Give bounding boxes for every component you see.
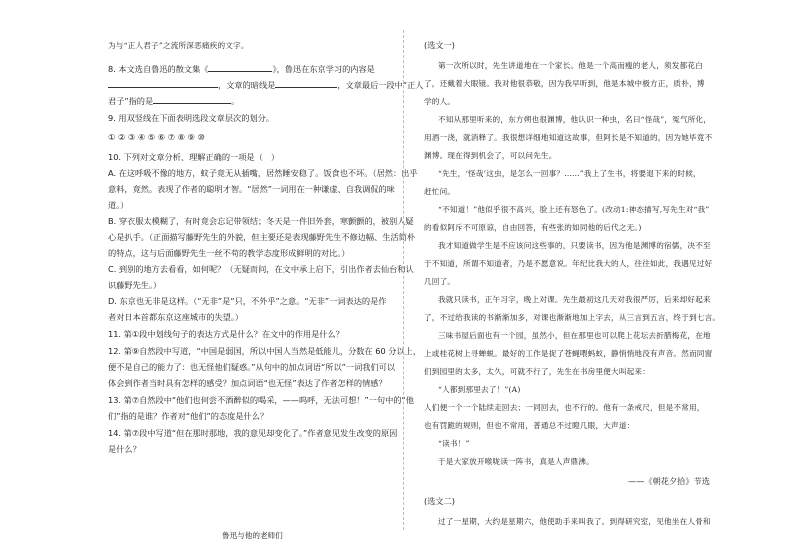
option-a-line-3: 道。） (108, 200, 129, 210)
question-9: 9. 用双竖线在下面表明选段文章层次的划分。 (108, 113, 274, 123)
q8-text-4: ，文章最后一段中“正人 (337, 80, 424, 90)
passage-line: 三味书屋后面也有一个园，虽然小，但在那里也可以爬上花坛去折腊梅花，在地 (438, 331, 711, 340)
question-8-line-2 (108, 79, 423, 91)
passage-line: 了，不过给我读的书渐渐加多，对课也渐渐地加上字去，从三言到五言，终于到七言。 (424, 313, 721, 322)
selection-2-label: (选文二) (424, 496, 455, 506)
question-8-line-1 (108, 63, 375, 75)
passage-line: 用酒一浇，就消释了。我很想详细地知道这故事，但阿长是不知道的，因为她毕竟不 (424, 133, 713, 142)
passage-line: 们到园里的太多，太久，可就不行了，先生在书房里便大叫起来： (424, 367, 651, 376)
question-9-marks: ① ② ③ ④ ⑤ ⑥ ⑦ ⑧ ⑨ ⑩ (108, 132, 205, 142)
option-c-line-1: C. 到别的地方去看看，如何呢？（无疑而问，在文中承上启下，引出作者去仙台和认 (108, 264, 414, 274)
answer-blank-thread[interactable] (275, 79, 337, 88)
passage-line: 我就只读书，正午习字，晚上对课。先生最初这几天对我很严厉，后来却好起来 (438, 295, 711, 304)
question-11: 11. 第①段中划线句子的表达方式是什么？在文中的作用是什么？ (108, 329, 344, 339)
option-b-line-3: 的特点，这与后面藤野先生一丝不苟的教学态度形成鲜明的对比。） (108, 248, 350, 258)
passage-line: 于不知道，所谓不知道者，乃是不愿意说。年纪比我大的人，往往如此，我遇见过好 (424, 259, 713, 268)
passage-line: 过了一星期，大约是星期六，他使助手来叫我了。到得研究室，见他坐在人骨和 (438, 517, 711, 526)
option-a-line-2: 意料，竟然。表现了作者的聪明才智。“居然”一词用在一种谦虚、自我调侃的味 (108, 184, 395, 194)
option-a-line-1: A. 在这呼吸不像的地方，蚊子竟无从插嘴，居然睡安稳了。饭食也不坏。（居然：出乎 (108, 168, 418, 178)
option-d-line-1: D. 东京也无非是这样。（“无非”是“只，不外乎”之意。“无非”一词表达的是作 (108, 296, 387, 306)
passage-line: 的看似阿斥不可原谅，自由回答，有些张的如同他的后代之无。) (424, 223, 642, 232)
q8-text-2: 》，鲁迅在东京学习的内容是 (272, 64, 375, 74)
question-12-line-1: 12. 第⑨自然段中写道，“中国是弱国，所以中国人当然是低能儿，分数在 60 分以上， (108, 346, 422, 356)
question-8-line-3 (108, 95, 239, 107)
passage-title: 鲁迅与他的老师们 (222, 531, 283, 540)
question-10: 10. 下列对文章分析、理解正确的一项是（ ） (108, 152, 280, 162)
intro-tail: 为与“正人君子”之流所深恶痛疾的文字。 (108, 41, 249, 50)
option-b-line-2: 心是扒手。（正面描写藤野先生的外貌，但主要还是表现藤野先生不修边幅、生活简朴 (108, 232, 416, 242)
passage-line: “不知道！”他似乎很不高兴，脸上还有怒色了。(改动1:神态描写,写先生对“我” (438, 205, 710, 214)
option-b-line-1: B. 穿衣服太模糊了，有时竟会忘记带领结；冬天是一件旧外套，寒颤颤的，被别人疑 (108, 216, 414, 226)
passage-line: 第一次所以时，先生讲道地在一个家长。他是一个高而瘦的老人，须发都花白 (438, 61, 703, 70)
selection-1-label: (选文一) (424, 40, 455, 50)
passage-line: 渊博。现在得到机会了，可以问先生。 (424, 151, 557, 160)
passage-line: 几回了。 (424, 277, 456, 286)
passage-line: 了，还戴着大眼镜。我对他很恭敬，因为我早听到，他是本城中极方正，质朴，博 (424, 79, 705, 88)
question-12-line-2: 便不是自己的能力了：也无怪他们疑惑。”从句中的加点词语“所以”一词我们可以 (108, 362, 396, 372)
question-13-line-1: 13. 第⑦自然段中“他们也何尝不酒醉似的喝采，——呜呼，无法可想！”一句中的“他 (108, 395, 414, 405)
passage-line: 上或桂花树上寻蝉蜕。最好的工作是捉了苍蝇喂蚂蚁，静悄悄地没有声音。然而同窗 (424, 349, 713, 358)
passage-line: 不知从那里听来的，东方朔也很渊博，他认识一种虫，名曰“怪哉”，冤气所化， (438, 115, 712, 124)
passage-line: “先生，‘怪哉’这虫，是怎么一回事？……”我上了生书，将要退下来的时候， (438, 169, 701, 178)
question-13-line-2: 们”指的是谁？作者对“他们”的态度是什么？ (108, 411, 269, 421)
q8-text-5: 君子”指的是 (108, 96, 154, 106)
question-14-line-1: 14. 第⑦段中写道“但在那时那地，我的意见却变化了。”作者意见发生改变的原因 (108, 428, 398, 438)
q8-text-6: 。 (231, 96, 240, 106)
passage-line: 赶忙问。 (424, 187, 456, 196)
passage-line: “读书！” (438, 439, 470, 448)
q8-text-1: 8. 本文选自鲁迅的散文集《 (108, 64, 209, 74)
answer-blank-book[interactable] (208, 63, 272, 72)
question-12-line-3: 体会到作者当时具有怎样的感受？加点词语“也无怪”表达了作者怎样的情感？ (108, 378, 387, 388)
passage-line: 我才知道做学生是不应该问这些事的，只要读书，因为他是渊博的宿儒，决不至 (438, 241, 711, 250)
passage-line: 学的人。 (424, 97, 456, 106)
source-citation: ——《朝花夕拾》节选 (628, 476, 710, 486)
passage-line: 也有罚跪的规则，但也不常用，普通总不过瞪几眼，大声道： (424, 421, 635, 430)
answer-blank-subject[interactable] (108, 79, 218, 88)
answer-blank-gentlemen[interactable] (153, 95, 231, 104)
question-14-line-2: 是什么？ (108, 444, 141, 454)
q8-text-3: ，文章的暗线是 (218, 80, 276, 90)
passage-line: “人都到那里去了！”(A) (438, 385, 521, 394)
passage-line: 于是大家放开喉咙读一阵书，真是人声鼎沸。 (438, 457, 594, 466)
option-d-line-2: 者对日本首都东京这座城市的失望。） (108, 312, 244, 322)
option-c-line-2: 识藤野先生。） (108, 280, 162, 290)
column-divider (403, 30, 404, 530)
passage-line: 人们便一个一个陆续走回去；一同回去，也不行的。他有一条戒尺，但是不常用， (424, 403, 705, 412)
